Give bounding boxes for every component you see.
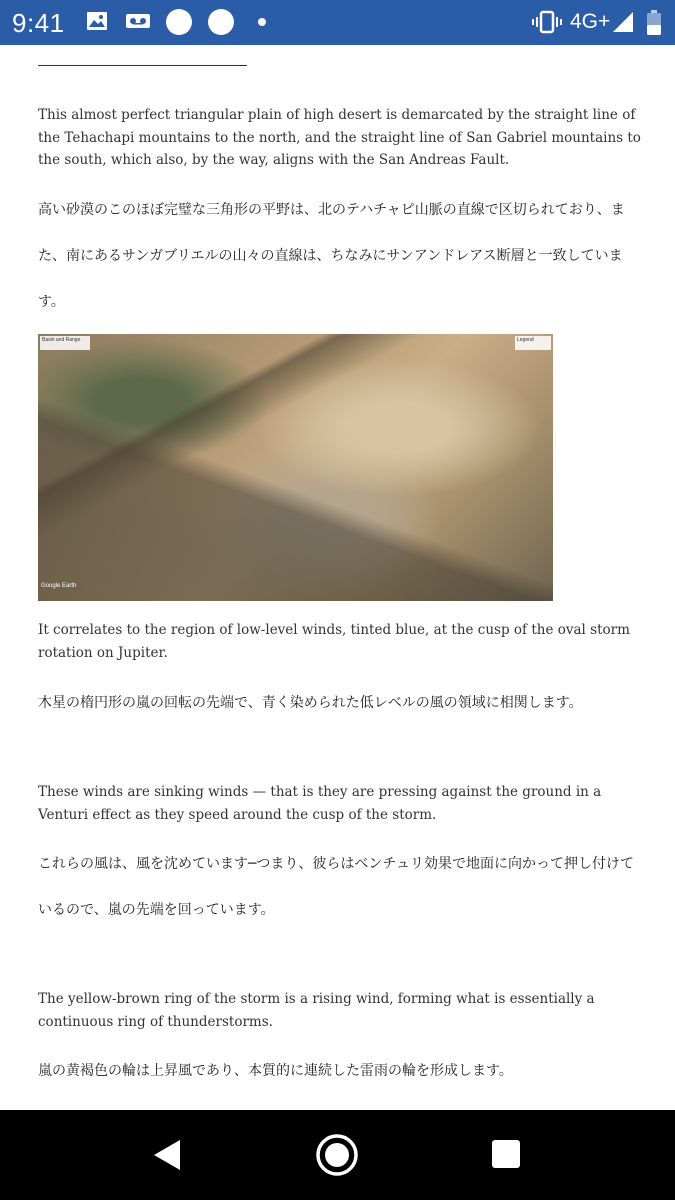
- paragraph-en-4: The yellow-brown ring of the storm is a rising wind, forming what is essentially a continuous ring of thunderstorms.: [38, 991, 595, 1030]
- signal-icon: [611, 10, 635, 34]
- paragraph-jp-4: 嵐の黄褐色の輪は上昇風であり、本質的に連続した雷雨の輪を形成します。: [38, 1063, 513, 1079]
- paragraph-jp-3: これらの風は、風を沈めています─つまり、彼らはベンチュリ効果で地面に向かって押し付けているので、嵐の先端を回っています。: [38, 856, 635, 918]
- article-content[interactable]: [0, 45, 675, 1110]
- back-icon[interactable]: [150, 1138, 184, 1172]
- divider: [38, 65, 247, 66]
- paragraph-jp-1: 高い砂漠のこのほぼ完璧な三角形の平野は、北のテハチャピ山脈の直線で区切られており、また、南にあるサンガブリエルの山々の直線は、ちなみにサンアンドレアス断層と一致しています。: [38, 202, 625, 310]
- image-icon: [86, 10, 108, 32]
- status-bar: [0, 0, 675, 45]
- notification-circle-icon: [208, 9, 234, 35]
- satellite-map-image: [38, 334, 553, 601]
- navigation-bar: [0, 1110, 675, 1200]
- vibrate-icon: [532, 10, 562, 34]
- paragraph-en-3: These winds are sinking winds — that is they are pressing against the ground in a Venturi effect as they speed around the cusp of the storm.: [38, 784, 602, 823]
- home-icon[interactable]: [315, 1133, 359, 1177]
- map-legend: Legend: [515, 336, 551, 350]
- paragraph-en-1: This almost perfect triangular plain of high desert is demarcated by the straight line of the Tehachapi mountains to the north, and the straight line of San Gabriel mountains to the south, which also, by the way, aligns with the San Andreas Fault.: [38, 107, 641, 168]
- battery-icon: [646, 10, 662, 36]
- network-type: 4G+: [570, 10, 611, 33]
- map-credit: Google Earth: [41, 583, 77, 589]
- paragraph-jp-2: 木星の楕円形の嵐の回転の先端で、青く染められた低レベルの風の領域に相関します。: [38, 695, 583, 711]
- voicemail-icon: [125, 10, 151, 32]
- notification-circle-icon: [166, 9, 192, 35]
- recents-icon[interactable]: [491, 1139, 521, 1169]
- paragraph-en-2: It correlates to the region of low-level winds, tinted blue, at the cusp of the oval storm rotation on Jupiter.: [38, 622, 630, 661]
- map-title: Basin and Range: [40, 336, 90, 350]
- more-notifications-dot-icon: [258, 18, 266, 26]
- clock: 9:41: [12, 8, 65, 38]
